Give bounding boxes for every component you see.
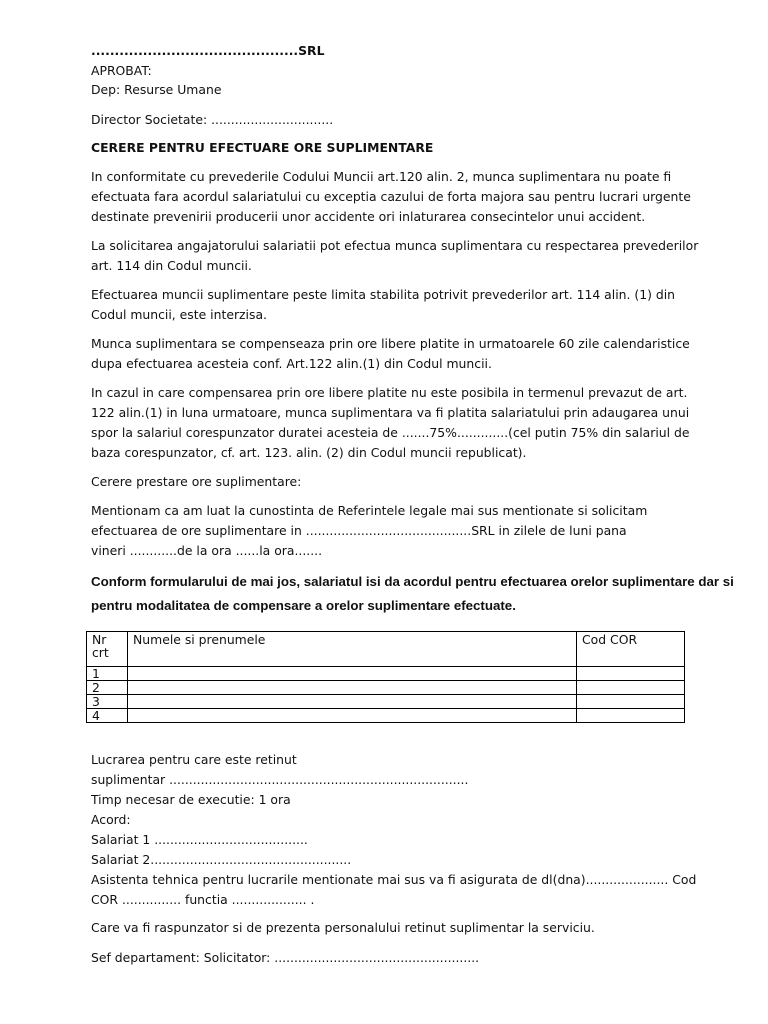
footer-line: Sef departament: Solicitator: .................................................... [91,950,480,965]
department-line: Dep: Resurse Umane [91,82,222,97]
footer-line: Asistenta tehnica pentru lucrarile mentionate mai sus va fi asigurata de dl(dna)..................... Cod [91,872,697,887]
paragraph-line: La solicitarea angajatorului salariatii pot efectua munca suplimentara cu respectarea prevederilor [91,238,699,253]
paragraph-line: Munca suplimentara se compenseaza prin ore libere platite in urmatoarele 60 zile calendaristice [91,336,690,351]
footer-line: suplimentar ............................................................................ [91,772,469,787]
header-name: Numele si prenumele [128,632,577,667]
section-label: Cerere prestare ore suplimentare: [91,474,302,489]
director-line: Director Societate: ............................... [91,112,334,127]
footer-line: Salariat 1 ....................................... [91,832,308,847]
paragraph-line: Codul muncii, este interzisa. [91,307,267,322]
footer-line: Care va fi raspunzator si de prezenta personalului retinut suplimentar la serviciu. [91,920,595,935]
paragraph-line: Mentionam ca am luat la cunostinta de Referintele legale mai sus mentionate si solicitam [91,503,648,518]
cod-cell[interactable] [577,681,685,695]
employees-table [86,631,685,723]
table-row [87,695,685,709]
paragraph-line: spor la salariul corespunzator duratei acesteia de .......75%.............(cel putin 75% din salariul de [91,425,690,440]
paragraph-line: vineri ............de la ora ......la ora....... [91,543,323,558]
cod-cell[interactable] [577,709,685,723]
paragraph-line: destinate prevenirii producerii unor accidente ori inlaturarea consecintelor unui accident. [91,209,646,224]
footer-line: Lucrarea pentru care este retinut [91,752,297,767]
document-title: CERERE PENTRU EFECTUARE ORE SUPLIMENTARE [91,140,434,155]
row-number: 4 [87,709,128,723]
cod-cell[interactable] [577,695,685,709]
paragraph-line: In conformitate cu prevederile Codului Muncii art.120 alin. 2, munca suplimentara nu poate fi [91,169,672,184]
paragraph-line: In cazul in care compensarea prin ore libere platite nu este posibila in termenul prevazut de art. [91,385,688,400]
footer-line: COR ............... functia ................... . [91,892,315,907]
table-row [87,667,685,681]
paragraph-line: dupa efectuarea acesteia conf. Art.122 alin.(1) din Codul muncii. [91,356,492,371]
header-cod-cor: Cod COR [577,632,685,667]
paragraph-line: efectuarea de ore suplimentare in ..........................................SRL in zilele de luni pana [91,523,627,538]
consent-line: Conform formularului de mai jos, salariatul isi da acordul pentru efectuarea orelor suplimentare dar si [91,574,734,589]
footer-line: Salariat 2................................................... [91,852,352,867]
name-cell[interactable] [128,667,577,681]
name-cell[interactable] [128,681,577,695]
footer-line: Timp necesar de executie: 1 ora [91,792,291,807]
table-header-row [87,632,685,667]
footer-line: Acord: [91,812,131,827]
approved-label: APROBAT: [91,63,152,78]
name-cell[interactable] [128,695,577,709]
table-row [87,681,685,695]
row-number: 1 [87,667,128,681]
header-nr-crt: Nr crt [87,632,128,667]
paragraph-line: art. 114 din Codul muncii. [91,258,252,273]
paragraph-line: baza corespunzator, cf. art. 123. alin. (2) din Codul muncii republicat). [91,445,527,460]
name-cell[interactable] [128,709,577,723]
paragraph-line: 122 alin.(1) in luna urmatoare, munca suplimentara va fi platita salariatului prin adaugarea unui [91,405,690,420]
cod-cell[interactable] [577,667,685,681]
company-line: ............................................SRL [91,43,325,58]
table-row [87,709,685,723]
paragraph-line: Efectuarea muncii suplimentare peste limita stabilita potrivit prevederilor art. 114 alin. (1) din [91,287,676,302]
row-number: 3 [87,695,128,709]
row-number: 2 [87,681,128,695]
paragraph-line: efectuata fara acordul salariatului cu exceptia cazului de forta majora sau pentru lucrari urgente [91,189,691,204]
consent-line: pentru modalitatea de compensare a orelor suplimentare efectuate. [91,598,516,613]
